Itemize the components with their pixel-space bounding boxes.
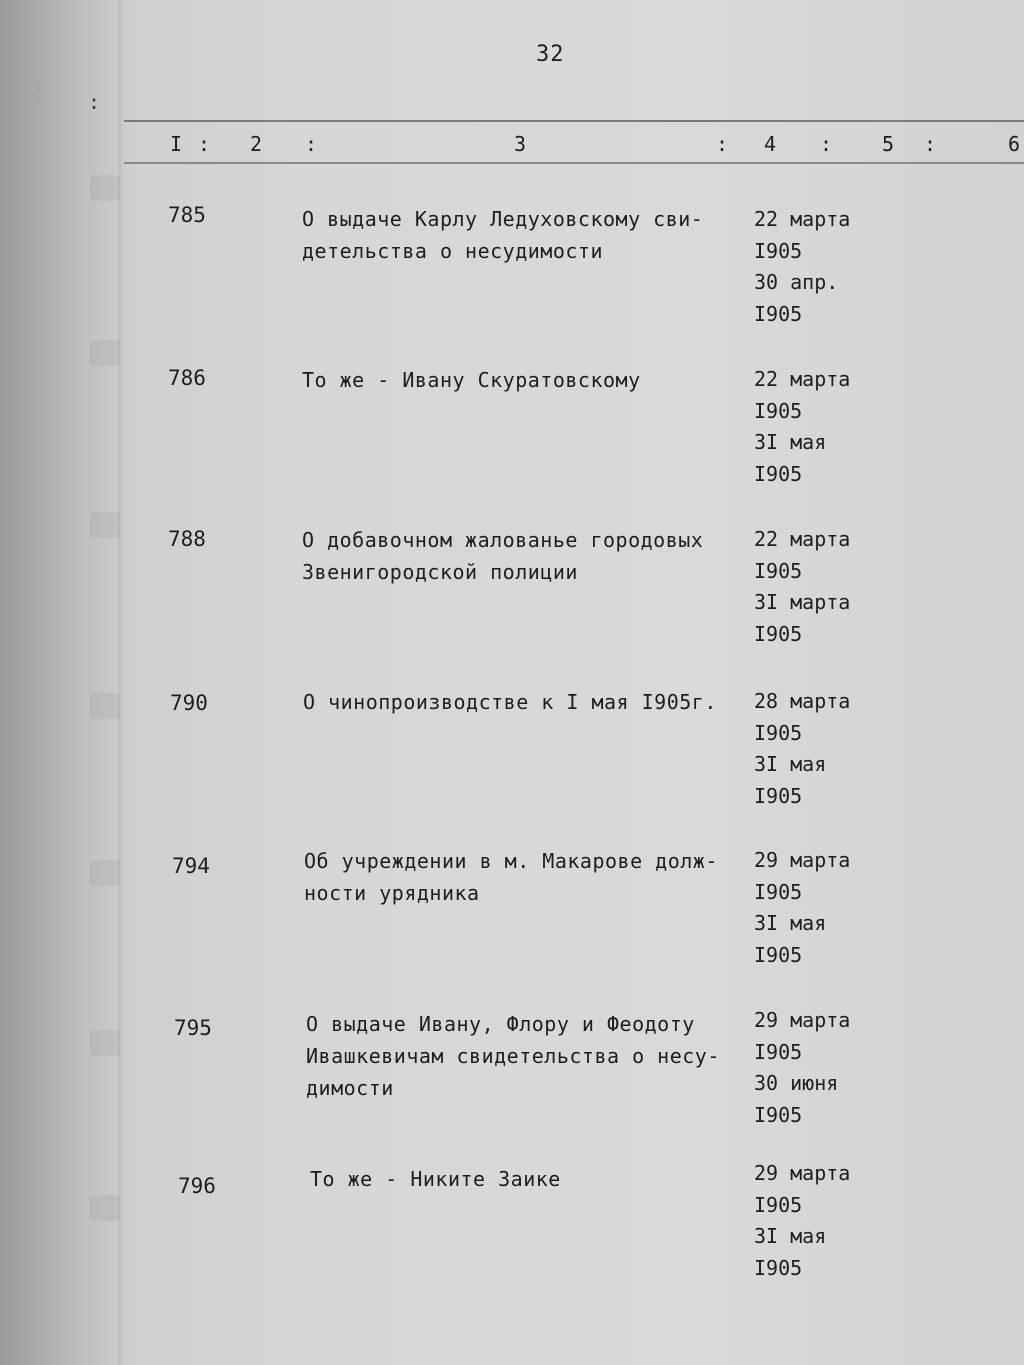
entry-title-line: ности урядника: [304, 881, 480, 905]
start-year: I905: [754, 1192, 803, 1217]
entry-dates: [754, 686, 894, 812]
start-date: 29 марта: [754, 1161, 851, 1185]
entry-title-line: О чинопроизводстве к I мая I905г.: [303, 690, 717, 714]
entry-number: 794: [172, 854, 210, 878]
entry-dates: [754, 524, 894, 650]
end-date: 3I мая: [754, 1224, 827, 1248]
entry-title: [302, 364, 752, 396]
entry-title: [306, 1008, 756, 1104]
column-header-3: 3: [514, 132, 527, 156]
entry-title-line: Ивашкевичам свидетельства о несу-: [306, 1044, 720, 1068]
end-date: 3I мая: [754, 752, 827, 776]
bleed-through-mark: [90, 175, 120, 201]
entry-title: [310, 1163, 760, 1195]
entry-title-line: детельства о несудимости: [302, 239, 603, 263]
entry-title: [304, 845, 754, 909]
entry-title-line: То же - Ивану Скуратовскому: [302, 368, 641, 392]
entry-title: [302, 203, 752, 267]
bleed-through-mark: [90, 1195, 120, 1221]
entry-number: 796: [178, 1174, 216, 1198]
end-year: I905: [754, 621, 803, 646]
bleed-through-mark: [90, 693, 120, 719]
end-year: I905: [754, 942, 803, 967]
entry-title-line: О выдаче Ивану, Флору и Феодоту: [306, 1012, 695, 1036]
page-fold-shadow: [118, 0, 124, 1365]
start-date: 29 марта: [754, 848, 851, 872]
start-year: I905: [754, 879, 803, 904]
entry-number: 790: [170, 691, 208, 715]
end-date: 3I марта: [754, 590, 851, 614]
start-year: I905: [754, 398, 803, 423]
entry-dates: [754, 1158, 894, 1284]
start-year: I905: [754, 720, 803, 745]
entry-title-line: димости: [306, 1076, 394, 1100]
entry-dates: [754, 845, 894, 971]
column-separator: :: [924, 132, 937, 156]
column-header-6: 6: [1008, 132, 1021, 156]
entry-title-line: О добавочном жалованье городовых: [302, 528, 704, 552]
entry-title-line: То же - Никите Заике: [310, 1167, 561, 1191]
column-separator: :: [198, 132, 211, 156]
bleed-through-mark: [90, 860, 120, 886]
column-header-4: 4: [764, 132, 777, 156]
end-year: I905: [754, 783, 803, 808]
end-year: I905: [754, 1102, 803, 1127]
end-date: 3I мая: [754, 911, 827, 935]
bleed-through-mark: [90, 340, 120, 366]
entry-dates: [754, 364, 894, 490]
start-date: 28 марта: [754, 689, 851, 713]
entry-title: [302, 524, 752, 588]
start-date: 22 марта: [754, 527, 851, 551]
entry-title: [303, 686, 753, 718]
entry-title-line: О выдаче Карлу Ледуховскому сви-: [302, 207, 704, 231]
entry-number: 795: [174, 1016, 212, 1040]
start-date: 29 марта: [754, 1008, 851, 1032]
end-date: 30 июня: [754, 1071, 839, 1095]
end-year: I905: [754, 461, 803, 486]
bleed-through-mark: [90, 512, 120, 538]
page-number: 32: [536, 42, 565, 67]
start-year: I905: [754, 1039, 803, 1064]
entry-dates: [754, 204, 894, 330]
start-date: 22 марта: [754, 367, 851, 391]
entry-dates: [754, 1005, 894, 1131]
header-top-rule: [124, 120, 1024, 122]
column-header-1: I: [170, 132, 183, 156]
column-header-2: 2: [250, 132, 263, 156]
end-date: 30 апр.: [754, 270, 839, 294]
start-year: I905: [754, 238, 803, 263]
margin-mark: :: [88, 90, 101, 114]
margin-digit: 2: [28, 78, 43, 106]
column-separator: :: [305, 132, 318, 156]
entry-number: 786: [168, 366, 206, 390]
bleed-through-mark: [90, 1030, 120, 1056]
entry-number: 785: [168, 203, 206, 227]
column-separator: :: [820, 132, 833, 156]
column-header-5: 5: [882, 132, 895, 156]
entry-title-line: Звенигородской полиции: [302, 560, 578, 584]
end-date: 3I мая: [754, 430, 827, 454]
end-year: I905: [754, 301, 803, 326]
entry-title-line: Об учреждении в м. Макарове долж-: [304, 849, 718, 873]
entry-number: 788: [168, 527, 206, 551]
start-year: I905: [754, 558, 803, 583]
end-year: I905: [754, 1255, 803, 1280]
header-bottom-rule: [124, 162, 1024, 164]
column-separator: :: [716, 132, 729, 156]
start-date: 22 марта: [754, 207, 851, 231]
